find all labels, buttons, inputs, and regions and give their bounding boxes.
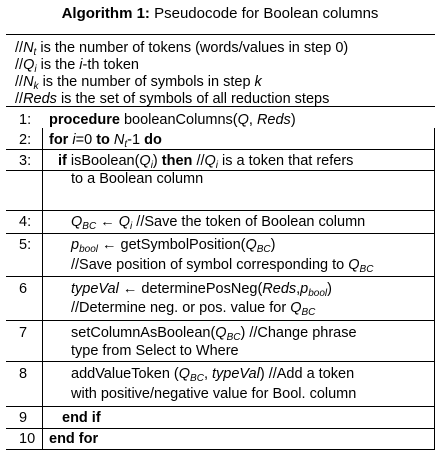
code-line: if $isBoolean(Q_i)$ then $//Q_i$ is a token that refers <box>58 153 354 171</box>
comment-line: //Reds is the set of symbols of all reduction steps <box>15 91 330 107</box>
table-right-border <box>434 128 435 449</box>
rule-bottom <box>6 449 435 450</box>
line-number: 6 <box>19 281 28 297</box>
line-number: 8 <box>19 366 28 382</box>
row-divider <box>6 406 435 407</box>
row-divider <box>6 233 435 234</box>
line-number: 5: <box>19 237 32 253</box>
code-line-continuation: to a Boolean column <box>71 171 204 187</box>
row-divider <box>6 210 435 211</box>
code-line-continuation: //Determine neg. or pos. value for $Q_{BC}$ <box>71 300 316 318</box>
algorithm-title: Pseudocode for Boolean columns <box>154 5 379 22</box>
code-line-continuation: with positive/negative value for Bool. column <box>71 386 357 402</box>
line-number: 1: <box>19 112 32 128</box>
row-divider <box>6 361 435 362</box>
code-line: for i=0 to $N_t-1$ do <box>49 132 162 150</box>
comment-line: $//N_k$ is the number of symbols in step k <box>15 74 262 92</box>
row-divider <box>6 149 435 150</box>
code-line: addValueToken ($Q_{BC}$, typeVal) //Add a token <box>71 366 355 384</box>
algorithm-caption <box>0 4 440 24</box>
code-line: end for <box>49 431 99 447</box>
code-line: procedure booleanColumns(Q, Reds) <box>49 112 296 128</box>
code-line-continuation: type from Select to Where <box>71 343 239 359</box>
comment-line: $//N_t$ is the number of tokens (words/values in step 0) <box>15 40 349 58</box>
code-line: $p_{bool}$ ← $getSymbolPosition(Q_{BC})$ <box>71 237 276 255</box>
rule-top <box>6 34 435 35</box>
code-line: $setColumnAsBoolean(Q_{BC})$ //Change phrase <box>71 325 357 343</box>
line-number: 2: <box>19 132 32 148</box>
line-number-separator <box>42 128 43 449</box>
code-line: typeVal ← $determinePosNeg(Reds,p_{bool})$ <box>71 281 332 299</box>
code-line: $Q_{BC}$ ← $Q_i$ //Save the token of Boolean column <box>71 214 366 232</box>
row-divider <box>6 276 435 277</box>
comment-line: $//Q_i$ is the i-th token <box>15 57 139 75</box>
line-number: 10 <box>19 431 36 447</box>
row-divider <box>6 428 435 429</box>
line-number: 3: <box>19 153 32 169</box>
line-number: 7 <box>19 325 28 341</box>
row-divider <box>6 320 435 321</box>
line-number: 9 <box>19 410 28 426</box>
line-number: 4: <box>19 214 32 230</box>
code-line-continuation: //Save position of symbol corresponding to $Q_{BC}$ <box>71 257 374 275</box>
algorithm-label: Algorithm 1: <box>61 5 150 22</box>
code-line: end if <box>62 410 101 426</box>
